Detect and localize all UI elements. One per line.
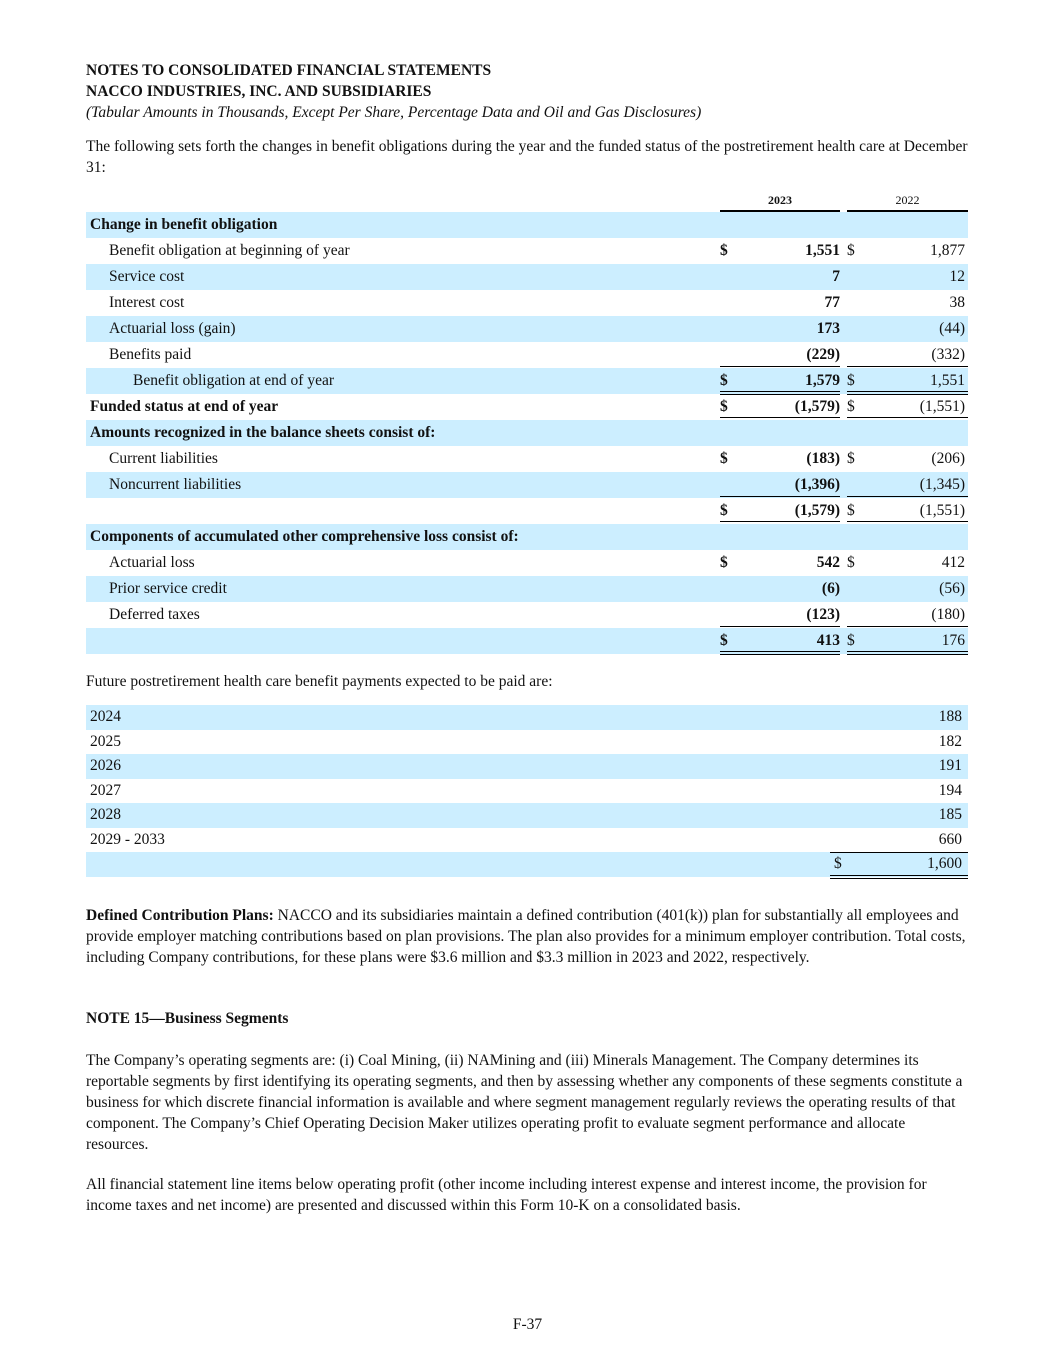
dollar-sign-2022: $ bbox=[847, 502, 855, 519]
dollar-sign-2023: $ bbox=[720, 398, 728, 415]
dollar-sign-2023: $ bbox=[720, 554, 728, 571]
dollar-sign-2023: $ bbox=[720, 450, 728, 467]
row-label: Benefits paid bbox=[109, 346, 192, 363]
payment-row bbox=[86, 754, 968, 779]
table-row bbox=[86, 290, 968, 316]
value-2022: (56) bbox=[939, 580, 965, 597]
total-dollar-sign: $ bbox=[834, 855, 842, 872]
value-2022: 38 bbox=[949, 294, 965, 311]
dc-text: NACCO and its subsidiaries maintain a defined contribution (401(k)) plan for substantially all employees and provide employer matching contributions based on plan provisions. The plan also provides for a minimum employer contribution. Total costs, including Company contributions, for these plans were $3.6 million and $3.3 million in 2023 and 2022, respectively. bbox=[86, 907, 966, 966]
payment-year: 2025 bbox=[90, 732, 121, 750]
line-items-paragraph: All financial statement line items below operating profit (other income including interest expense and interest income, the provision for income taxes and net income) are presented and discussed within this Form 10-K on a consolidated basis. bbox=[86, 1176, 927, 1214]
segments-paragraph: The Company’s operating segments are: (i) Coal Mining, (ii) NAMining and (iii) Minerals Management. The Company determines its reportable segments by first identifying its operating segments, and then by assessing whether any components of these segments constitute a business for which discrete financial information is available and where segment management regularly reviews the operating results of that component. The Company’s Chief Operating Decision Maker utilizes operating profit to evaluate segment performance and allocate resources. bbox=[86, 1052, 963, 1153]
future-payments-intro: Future postretirement health care benefit payments expected to be paid are: bbox=[86, 673, 553, 690]
value-2023: (1,579) bbox=[794, 502, 840, 519]
row-label: Prior service credit bbox=[109, 580, 227, 597]
value-2022: (44) bbox=[939, 320, 965, 337]
value-2022: 176 bbox=[941, 632, 965, 649]
payment-row bbox=[86, 779, 968, 804]
dollar-sign-2023: $ bbox=[720, 242, 728, 259]
page-number: F-37 bbox=[512, 1316, 543, 1333]
payment-total: 1,600 bbox=[927, 855, 962, 872]
table-row bbox=[86, 368, 968, 394]
row-label: Actuarial loss bbox=[109, 554, 195, 571]
table-row bbox=[86, 524, 968, 550]
value-2023: (6) bbox=[821, 580, 840, 597]
payment-row bbox=[86, 828, 968, 853]
table-row bbox=[86, 342, 968, 368]
units-note: (Tabular Amounts in Thousands, Except Per Share, Percentage Data and Oil and Gas Disclosures) bbox=[86, 104, 702, 121]
note-15-title: NOTE 15—Business Segments bbox=[86, 1010, 289, 1027]
value-2022: 1,877 bbox=[930, 242, 965, 259]
value-2023: (1,396) bbox=[794, 476, 840, 493]
value-2022: (206) bbox=[931, 450, 965, 467]
value-2023: 413 bbox=[816, 632, 840, 649]
payment-amount: 660 bbox=[938, 830, 962, 848]
row-label: Current liabilities bbox=[109, 450, 218, 467]
dollar-sign-2022: $ bbox=[847, 632, 855, 649]
table-row bbox=[86, 394, 968, 420]
value-2023: (123) bbox=[806, 606, 840, 623]
dollar-sign-2022: $ bbox=[847, 398, 855, 415]
value-2022: 12 bbox=[949, 268, 965, 285]
table-row bbox=[86, 472, 968, 498]
row-label: Deferred taxes bbox=[109, 606, 200, 623]
table-row bbox=[86, 628, 968, 654]
dollar-sign-2022: $ bbox=[847, 554, 855, 571]
payment-year: 2028 bbox=[90, 806, 121, 823]
row-label: Change in benefit obligation bbox=[90, 216, 278, 233]
payment-year: 2024 bbox=[90, 708, 121, 725]
row-label: Amounts recognized in the balance sheets consist of: bbox=[90, 424, 436, 441]
table-row bbox=[86, 238, 968, 264]
table-row bbox=[86, 576, 968, 602]
table-row bbox=[86, 446, 968, 472]
payment-total-row bbox=[86, 852, 968, 877]
row-label: Benefit obligation at end of year bbox=[133, 372, 335, 389]
table-row bbox=[86, 420, 968, 446]
dollar-sign-2022: $ bbox=[847, 242, 855, 259]
value-2022: (1,551) bbox=[919, 398, 965, 415]
dollar-sign-2022: $ bbox=[847, 450, 855, 467]
row-label: Benefit obligation at beginning of year bbox=[109, 242, 350, 259]
row-label: Components of accumulated other comprehensive loss consist of: bbox=[90, 528, 519, 545]
row-label: Funded status at end of year bbox=[90, 398, 279, 415]
table-row bbox=[86, 316, 968, 342]
payment-amount: 185 bbox=[938, 806, 962, 823]
table-row bbox=[86, 498, 968, 524]
row-label: Noncurrent liabilities bbox=[109, 476, 242, 493]
defined-contribution-paragraph bbox=[86, 905, 971, 968]
payment-amount: 188 bbox=[938, 708, 962, 725]
payment-year: 2029 - 2033 bbox=[90, 830, 165, 848]
row-label: Service cost bbox=[109, 268, 185, 285]
value-2022: (332) bbox=[931, 346, 965, 363]
row-label: Actuarial loss (gain) bbox=[109, 320, 236, 337]
table-row bbox=[86, 212, 968, 238]
payment-amount: 191 bbox=[938, 757, 962, 774]
value-2023: (183) bbox=[806, 450, 840, 467]
value-2022: (1,345) bbox=[919, 476, 965, 493]
payment-year: 2027 bbox=[90, 781, 121, 799]
table-row bbox=[86, 264, 968, 290]
dollar-sign-2023: $ bbox=[720, 502, 728, 519]
company-heading: NACCO INDUSTRIES, INC. AND SUBSIDIARIES bbox=[86, 83, 432, 100]
year-header-2022: 2022 bbox=[847, 193, 968, 212]
value-2023: 77 bbox=[824, 294, 840, 311]
value-2023: 173 bbox=[816, 320, 840, 337]
payment-row bbox=[86, 705, 968, 730]
year-header-2023: 2023 bbox=[720, 193, 840, 212]
value-2022: 1,551 bbox=[930, 372, 965, 389]
payment-amount: 194 bbox=[938, 781, 962, 799]
payment-amount: 182 bbox=[938, 732, 962, 750]
payment-year: 2026 bbox=[90, 757, 121, 774]
value-2023: (229) bbox=[806, 346, 840, 363]
table-row bbox=[86, 602, 968, 628]
value-2023: (1,579) bbox=[794, 398, 840, 415]
dollar-sign-2023: $ bbox=[720, 372, 728, 389]
value-2023: 542 bbox=[816, 554, 840, 571]
row-label: Interest cost bbox=[109, 294, 185, 311]
value-2022: (180) bbox=[931, 606, 965, 623]
value-2022: 412 bbox=[941, 554, 965, 571]
value-2023: 7 bbox=[832, 268, 840, 285]
table-row bbox=[86, 550, 968, 576]
value-2022: (1,551) bbox=[919, 502, 965, 519]
value-2023: 1,551 bbox=[805, 242, 840, 259]
dc-title: Defined Contribution Plans: bbox=[86, 907, 274, 924]
payment-row bbox=[86, 803, 968, 828]
notes-heading: NOTES TO CONSOLIDATED FINANCIAL STATEMENTS bbox=[86, 62, 492, 79]
dollar-sign-2023: $ bbox=[720, 632, 728, 649]
value-2023: 1,579 bbox=[805, 372, 840, 389]
payment-row bbox=[86, 730, 968, 755]
dollar-sign-2022: $ bbox=[847, 372, 855, 389]
intro-paragraph: The following sets forth the changes in benefit obligations during the year and the funded status of the postretirement health care at December 31: bbox=[86, 138, 968, 176]
